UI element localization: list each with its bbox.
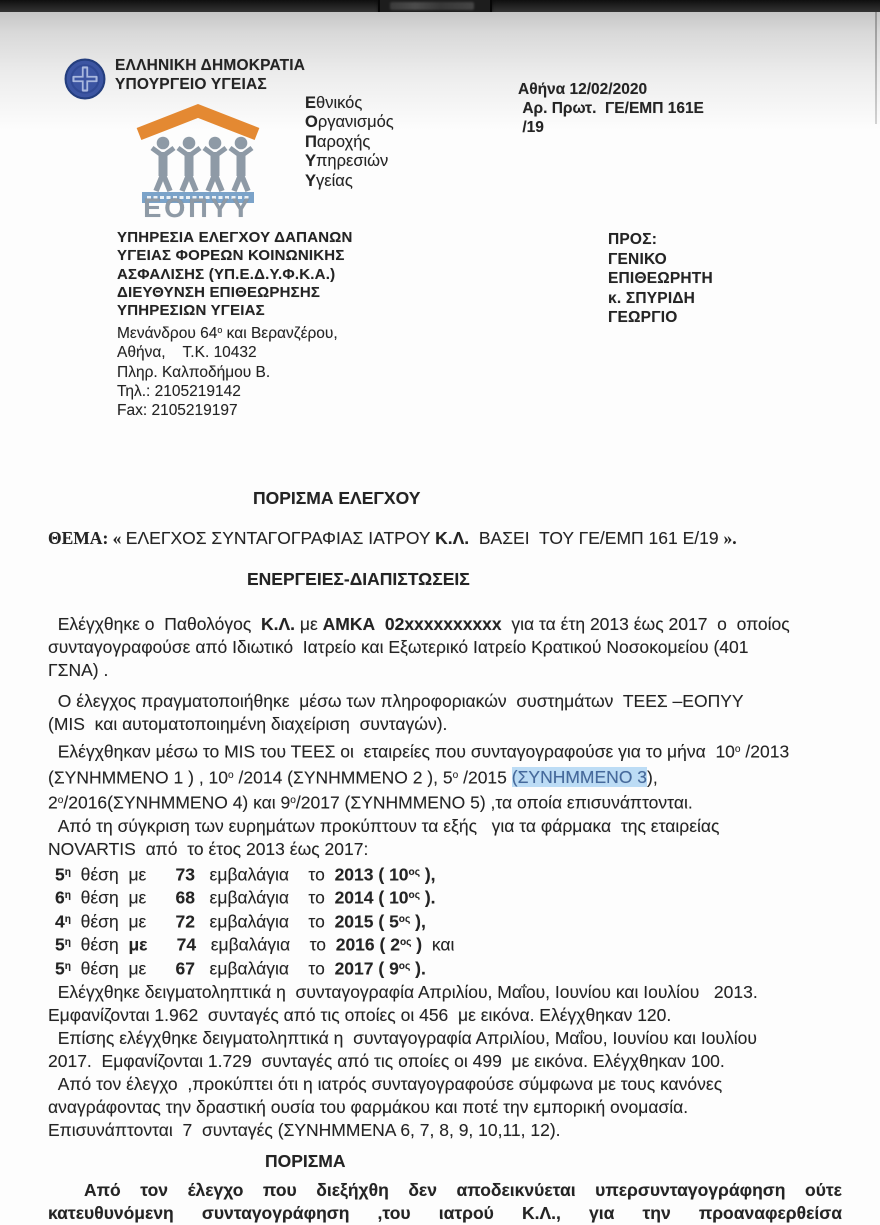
prescription-ranking-list: [55, 862, 842, 980]
text-line: Οργανισμός: [305, 113, 394, 132]
organization-name-block: [305, 94, 394, 191]
paragraph-active-substance: [48, 1073, 842, 1119]
text-line: $4^\eta$ θέση με 72 εμβαλάγια το 2015 ( $5^{o\varsigma}$ ),: [55, 911, 426, 932]
text-line: ΔΙΕΥΘΥΝΣΗ ΕΠΙΘΕΩΡΗΣΗΣ: [117, 283, 321, 301]
text-line: συνταγογραφούσε από Ιδιωτικό Ιατρείο και Εξωτερικό Ιατρείο Κρατικού Νοσοκομείου (401: [48, 637, 749, 657]
text-line: Αρ. Πρωτ. ΓΕ/ΕΜΠ 161Ε: [518, 100, 704, 118]
section-heading-conclusion: ΠΟΡΙΣΜΑ: [265, 1150, 346, 1171]
text-line: ΥΠΟΥΡΓΕΙΟ ΥΓΕΙΑΣ: [115, 75, 267, 93]
text-line: Ο έλεγχος πραγματοποιήθηκε μέσω των πληροφοριακών συστημάτων ΤΕΕΣ –ΕΟΠΥΥ: [48, 691, 744, 711]
report-title: ΠΟΡΙΣΜΑ ΕΛΕΓΧΟΥ: [253, 488, 421, 508]
text-line: (MIS και αυτοματοποιημένη διαχείριση συνταγών).: [48, 714, 448, 734]
date-protocol-block: [518, 80, 704, 138]
text-line: ΕΠΙΘΕΩΡΗΤΗ: [608, 270, 713, 288]
text-line: Παροχής: [305, 132, 371, 151]
text-line: $5^\eta$ θέση με 73 εμβαλάγια το 2013 ( $10^{o\varsigma}$ ),: [55, 864, 436, 885]
text-line: Αθήνα 12/02/2020: [518, 81, 648, 98]
text-line: $2^o/2016(\Sigma\Upsilon NHMMENO$ 4) και $9^o/2017$ (ΣΥΝΗΜΜΕΝΟ 5) ,τα οποία επισυνάπτονται.: [48, 792, 693, 813]
text-line: ΓΕΩΡΓΙΟ: [608, 309, 678, 327]
text-line: ΘΕΜΑ: « ΕΛΕΓΧΟΣ ΣΥΝΤΑΓΟΓΡΑΦΙΑΣ ΙΑΤΡΟΥ Κ.Λ. ΒΑΣΕΙ ΤΟΥ ΓΕ/ΕΜΠ 161 Ε/19 ».: [48, 528, 737, 548]
text-line: Υπηρεσιών: [305, 152, 389, 171]
paragraph-novartis-intro: [48, 815, 842, 861]
text-line: Αθήνα, Τ.Κ. 10432: [117, 344, 257, 362]
text-line: Ελέγχθηκε δειγματοληπτικά η συνταγογραφία Απριλίου, Μαΐου, Ιουνίου και Ιουλίου 2013.: [48, 981, 758, 1002]
text-line: Εθνικός: [305, 94, 363, 112]
text-line: /19: [518, 119, 544, 137]
text-line: Από τον έλεγχο ,προκύπτει ότι η ιατρός συνταγογραφούσε σύμφωνα με τους κανόνες: [48, 1073, 723, 1094]
text-line: Ελέγχθηκε ο Παθολόγος Κ.Λ. με ΑΜΚΑ 02xxxxxxxxxx για τα έτη 2013 έως 2017 ο οποίος: [48, 614, 790, 634]
text-line: ΥΓΕΙΑΣ ΦΟΡΕΩΝ ΚΟΙΝΩΝΙΚΗΣ: [117, 247, 345, 265]
text-line: (ΣΥΝΗΜΜΕΝΟ 1 ) , $10^o$ /2014 (ΣΥΝΗΜΜΕΝΟ 2 ), $5^o$ /2015 (ΣΥΝΗΜΜΕΝΟ 3),: [48, 767, 658, 788]
text-line: Εμφανίζονται 1.962 συνταγές από τις οποίες οι 456 με εικόνα. Ελέγχθηκαν 120.: [48, 1004, 672, 1025]
paragraph-sample-2017: [48, 1027, 842, 1073]
conclusion-paragraph: [48, 1179, 842, 1225]
text-line: ΓΣΝΑ) .: [48, 660, 109, 680]
paragraph-attached-prescriptions: [48, 1119, 842, 1142]
recipient-block: [608, 230, 713, 328]
paragraph-sample-2013: [48, 981, 842, 1027]
text-line: Ελέγχθηκαν μέσω το MIS του ΤΕΕΣ οι εταιρείες που συνταγογραφούσε για το μήνα $10^o$ /2013: [48, 741, 790, 762]
text-line: αναγράφοντας την δραστική ουσία του φαρμάκου και ποτέ την εμπορική ονομασία.: [48, 1096, 689, 1117]
paragraph-systems: [48, 690, 842, 736]
text-line: ΥΠΗΡΕΣΙΩΝ ΥΓΕΙΑΣ: [117, 302, 265, 320]
text-line: Μενάνδρου $64^o$ και Βερανζέρου,: [117, 324, 338, 342]
logo-acronym: ΕΟΠΥΥ: [143, 193, 253, 223]
paragraph-audit-doctor: [48, 613, 842, 682]
eopyy-logo-icon: [126, 98, 270, 223]
text-line: Επίσης ελέγχθηκε δειγματοληπτικά η συνταγογραφία Απριλίου, Μαΐου, Ιουνίου και Ιουλίου: [48, 1027, 757, 1048]
text-line: ΥΠΗΡΕΣΙΑ ΕΛΕΓΧΟΥ ΔΑΠΑΝΩΝ: [117, 229, 353, 246]
document-body: [48, 487, 842, 1225]
text-line: Από τον έλεγχο που διεξήχθη δεν αποδεικνύεται υπερσυνταγογράφηση ούτε: [84, 1179, 842, 1200]
sender-service-block: [117, 229, 353, 320]
section-heading-actions: ΕΝΕΡΓΕΙΕΣ-ΔΙΑΠΙΣΤΩΣΕΙΣ: [247, 569, 470, 589]
sender-address-block: [117, 321, 338, 420]
text-line: κατευθυνόμενη συνταγογράφηση ,του ιατρού Κ.Λ., για την προαναφερθείσα: [48, 1202, 842, 1223]
ministry-header: [115, 57, 305, 94]
text-line: Υγείας: [305, 171, 353, 190]
text-line: 2017. Εμφανίζονται 1.729 συνταγές από τις οποίες οι 499 με εικόνα. Ελέγχθηκαν 100.: [48, 1050, 725, 1071]
text-line: $5^\eta$ θέση με 74 εμβαλάγια το 2016 ( $2^{o\varsigma}$ ) και: [55, 935, 455, 956]
text-line: Fax: 2105219197: [117, 402, 238, 420]
text-line: ΓΕΝΙΚΟ: [608, 250, 667, 268]
paragraph-mis-attachments: [48, 738, 842, 815]
text-line: ΕΛΛΗΝΙΚΗ ΔΗΜΟΚΡΑΤΙΑ: [115, 57, 306, 74]
text-line: $5^\eta$ θέση με 67 εμβαλάγια το 2017 ( $9^{o\varsigma}$ ).: [55, 958, 426, 979]
text-line: Από τη σύγκριση των ευρημάτων προκύπτουν τα εξής για τα φάρμακα της εταιρείας: [48, 815, 720, 836]
text-line: Τηλ.: 2105219142: [117, 382, 241, 400]
text-line: Πληρ. Καλποδήμου Β.: [117, 363, 271, 381]
greek-emblem-icon: [64, 58, 106, 100]
text-line: κ. ΣΠΥΡΙΔΗ: [608, 289, 696, 307]
text-line: Επισυνάπτονται 7 συνταγές (ΣΥΝΗΜΜΕΝΑ 6, 7, 8, 9, 10,11, 12).: [48, 1119, 561, 1140]
subject-line: [48, 527, 842, 550]
text-line: ΠΡΟΣ:: [608, 231, 658, 248]
text-line: ΑΣΦΑΛΙΣΗΣ (ΥΠ.Ε.Δ.Υ.Φ.Κ.Α.): [117, 265, 336, 283]
text-line: $6^\eta$ θέση με 68 εμβαλάγια το 2014 ( $10^{o\varsigma}$ ).: [55, 887, 436, 908]
text-line: NOVARTIS από το έτος 2013 έως 2017:: [48, 838, 369, 859]
